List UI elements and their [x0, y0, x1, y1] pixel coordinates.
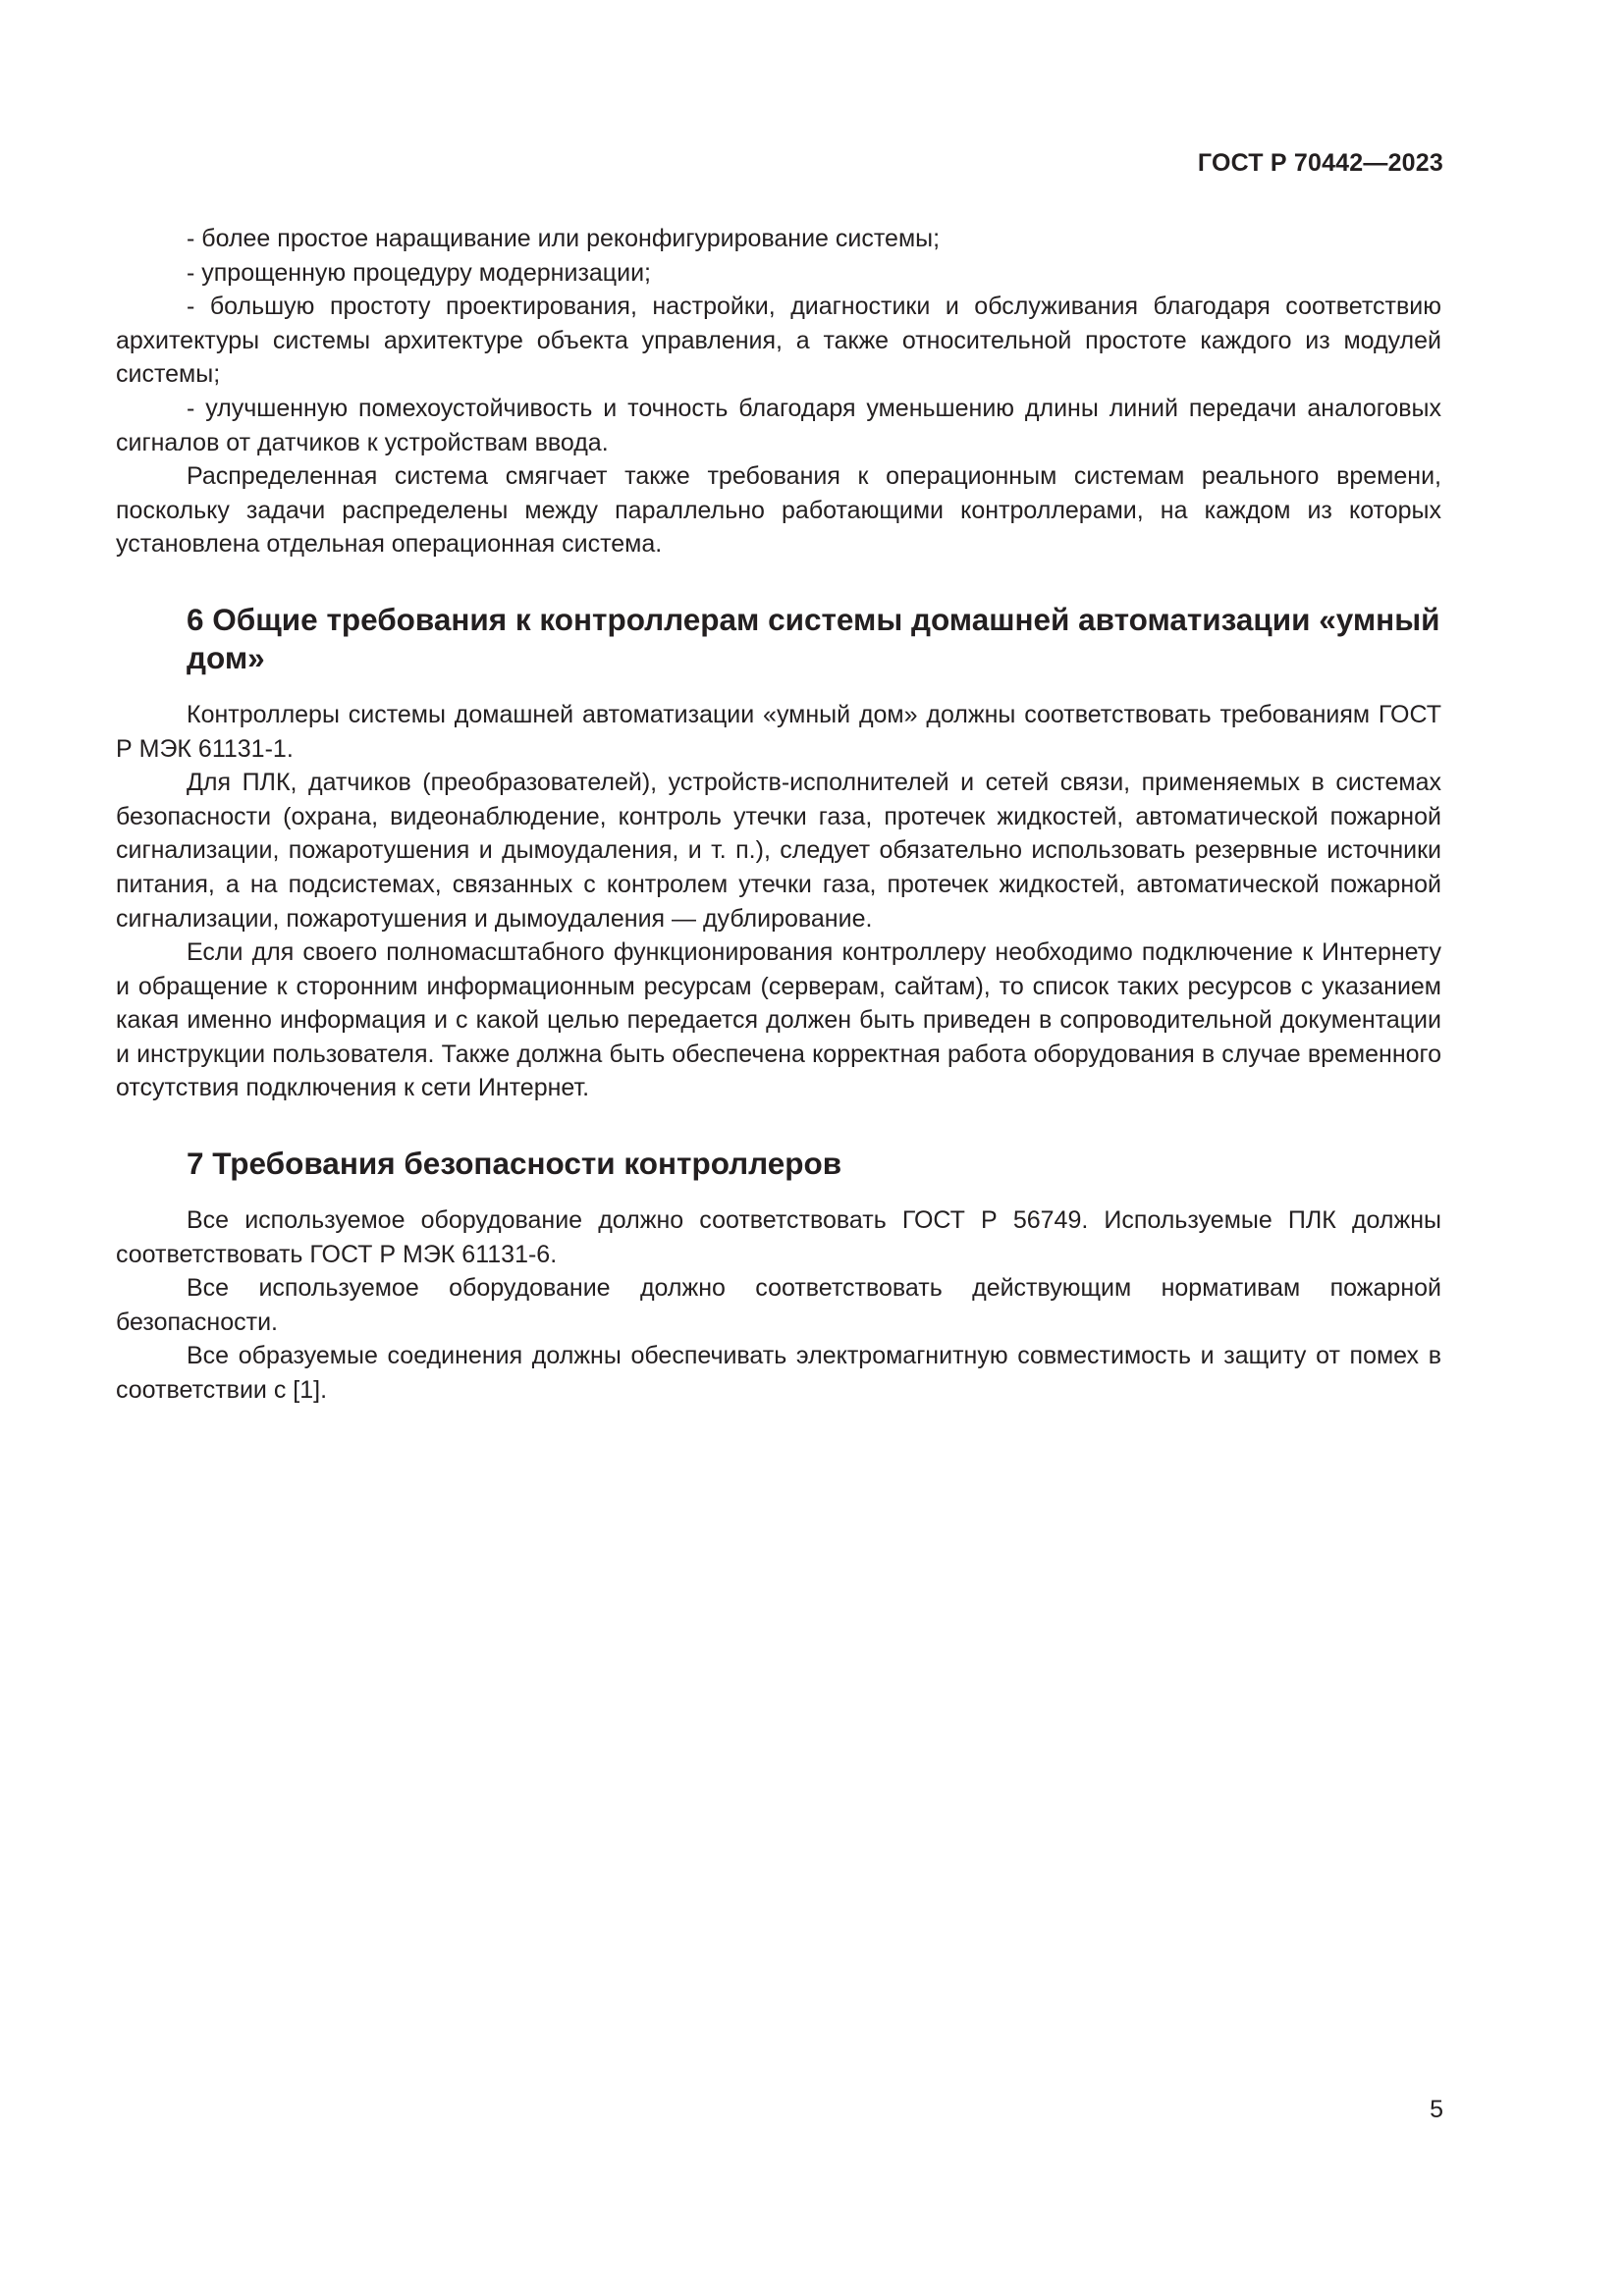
paragraph: Если для своего полномасштабного функционирования контроллеру необходимо подключение к Интернету и обращение к сторонним информационным ресурсам (серверам, сайтам), то список таких ресурсов с указанием какая именно информация и с какой целью передается должен быть приведен в сопроводительной документации и инструкции пользователя. Также должна быть обеспечена корректная работа оборудования в случае временного отсутствия подключения к сети Интернет.	[116, 938, 1441, 1102]
section-6-heading: 6 Общие требования к контроллерам системы домашней автоматизации «умный дом»	[187, 601, 1440, 675]
paragraph: Контроллеры системы домашней автоматизации «умный дом» должны соответствовать требованиям ГОСТ Р МЭК 61131-1.	[116, 700, 1441, 763]
paragraph: Все используемое оборудование должно соответствовать ГОСТ Р 56749. Используемые ПЛК должны соответствовать ГОСТ Р МЭК 61131-6.	[116, 1206, 1441, 1268]
paragraph: Для ПЛК, датчиков (преобразователей), устройств-исполнителей и сетей связи, применяемых в системах безопасности (охрана, видеонаблюдение, контроль утечки газа, протечек жидкостей, автоматической пожарной сигнализации, пожаротушения и дымоудаления, и т. п.), следует обязательно использовать резервные источники питания, а на подсистемах, связанных с контролем утечки газа, протечек жидкостей, автоматической пожарной сигнализации, пожаротушения и дымоудаления — дублирование.	[116, 769, 1441, 933]
list-item: - упрощенную процедуру модернизации;	[187, 258, 651, 287]
document-code: ГОСТ Р 70442—2023	[1197, 149, 1443, 177]
paragraph: Все образуемые соединения должны обеспечивать электромагнитную совместимость и защиту от помех в соответствии с [1].	[116, 1342, 1441, 1405]
list-item: - улучшенную помехоустойчивость и точность благодаря уменьшению длины линий передачи аналоговых сигналов от датчиков к устройствам ввода.	[116, 394, 1441, 456]
page-number: 5	[1430, 2096, 1443, 2123]
list-item: - большую простоту проектирования, настройки, диагностики и обслуживания благодаря соответствию архитектуры системы архитектуре объекта управления, а также относительной простоте каждого из модулей системы;	[116, 293, 1441, 389]
page-content	[116, 222, 1441, 1408]
paragraph: Распределенная система смягчает также требования к операционным системам реального времени, поскольку задачи распределены между параллельно работающими контроллерами, на каждом из которых установлена отдельная операционная система.	[116, 462, 1441, 559]
paragraph: Все используемое оборудование должно соответствовать действующим нормативам пожарной безопасности.	[116, 1274, 1441, 1336]
section-7-heading: 7 Требования безопасности контроллеров	[187, 1146, 842, 1182]
list-item: - более простое наращивание или реконфигурирование системы;	[187, 225, 941, 252]
